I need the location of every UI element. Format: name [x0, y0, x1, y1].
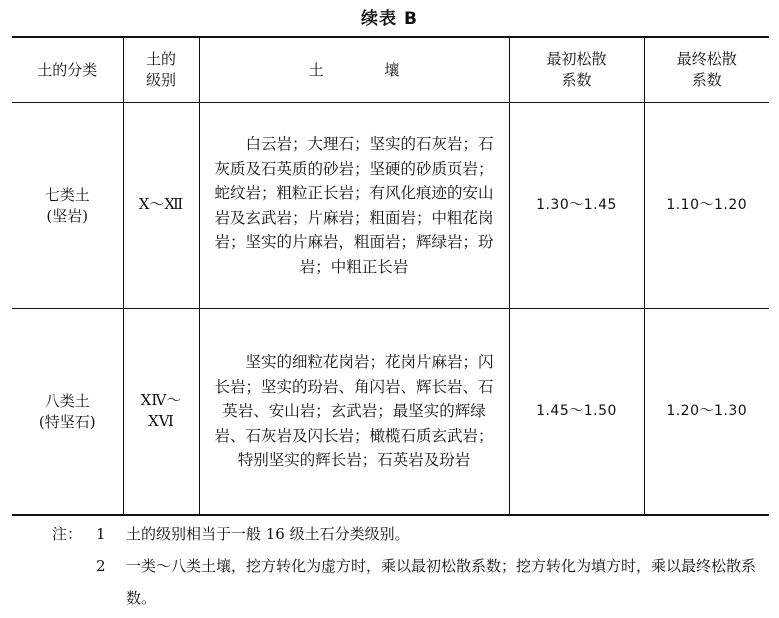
header-final-line-1: 最终松散	[676, 50, 737, 68]
header-grade-line-1: 土的	[145, 50, 176, 68]
header-grade-line-2: 级别	[145, 71, 176, 89]
note-text: 土的级别相当于一般 16 级土石分类级别。	[126, 525, 410, 543]
category-subname: (特坚石)	[38, 412, 96, 431]
table-header-row	[12, 37, 769, 103]
table-title: 续表 B	[361, 9, 418, 29]
category-name: 七类土	[44, 185, 90, 204]
header-initial-line-2: 系数	[561, 71, 592, 89]
soil-description: 坚实的细粒花岗岩；花岗片麻岩；闪长岩；坚实的玢岩、角闪岩、辉长岩、石英岩、安山岩；玄武岩；最坚实的辉绿岩、石灰岩及闪长岩；橄榄石质玄武岩；特别坚实的辉长岩；石英岩及玢岩	[214, 353, 494, 470]
grade-cell: Ⅹ～Ⅻ	[123, 103, 199, 309]
category-cell	[12, 309, 123, 516]
grade-line-1: ⅩⅣ～	[140, 392, 182, 409]
final-coefficient-cell: 1.10～1.20	[644, 103, 769, 309]
category-cell	[12, 103, 123, 309]
note-item	[52, 550, 772, 614]
note-number: 2	[96, 557, 106, 575]
final-coefficient-cell: 1.20～1.30	[644, 309, 769, 516]
category-name: 八类土	[44, 391, 90, 410]
header-initial-line-1: 最初松散	[546, 50, 607, 68]
initial-coefficient-cell: 1.30～1.45	[509, 103, 644, 309]
note-text: 一类～八类土壤，挖方转化为虚方时，乘以最初松散系数；挖方转化为填方时，乘以最终松散系数。	[126, 557, 757, 607]
table-notes	[52, 518, 772, 614]
soil-description-cell	[199, 103, 509, 309]
soil-description-cell	[199, 309, 509, 516]
note-number: 1	[96, 525, 106, 543]
note-item	[52, 518, 772, 550]
soil-table	[12, 36, 769, 516]
header-final-line-2: 系数	[691, 71, 722, 89]
header-soil: 土 壤	[199, 37, 509, 103]
table-row	[12, 103, 769, 309]
category-subname: (坚岩)	[46, 206, 89, 225]
notes-prefix: 注：	[52, 525, 83, 543]
header-final-coefficient	[644, 37, 769, 103]
header-category	[12, 37, 123, 103]
grade-line-2: ⅩⅥ	[148, 413, 174, 430]
initial-coefficient-cell: 1.45～1.50	[509, 309, 644, 516]
grade-cell	[123, 309, 199, 516]
table-row	[12, 309, 769, 516]
header-initial-coefficient	[509, 37, 644, 103]
header-category-line: 土的分类	[37, 60, 98, 79]
header-grade	[123, 37, 199, 103]
soil-description: 白云岩；大理石；坚实的石灰岩；石灰质及石英质的砂岩；坚硬的砂质页岩；蛇纹岩；粗粒正长岩；有风化痕迹的安山岩及玄武岩；片麻岩；粗面岩；中粗花岗岩；坚实的片麻岩，粗面岩；辉绿岩；玢岩；中粗正长岩	[214, 135, 494, 276]
